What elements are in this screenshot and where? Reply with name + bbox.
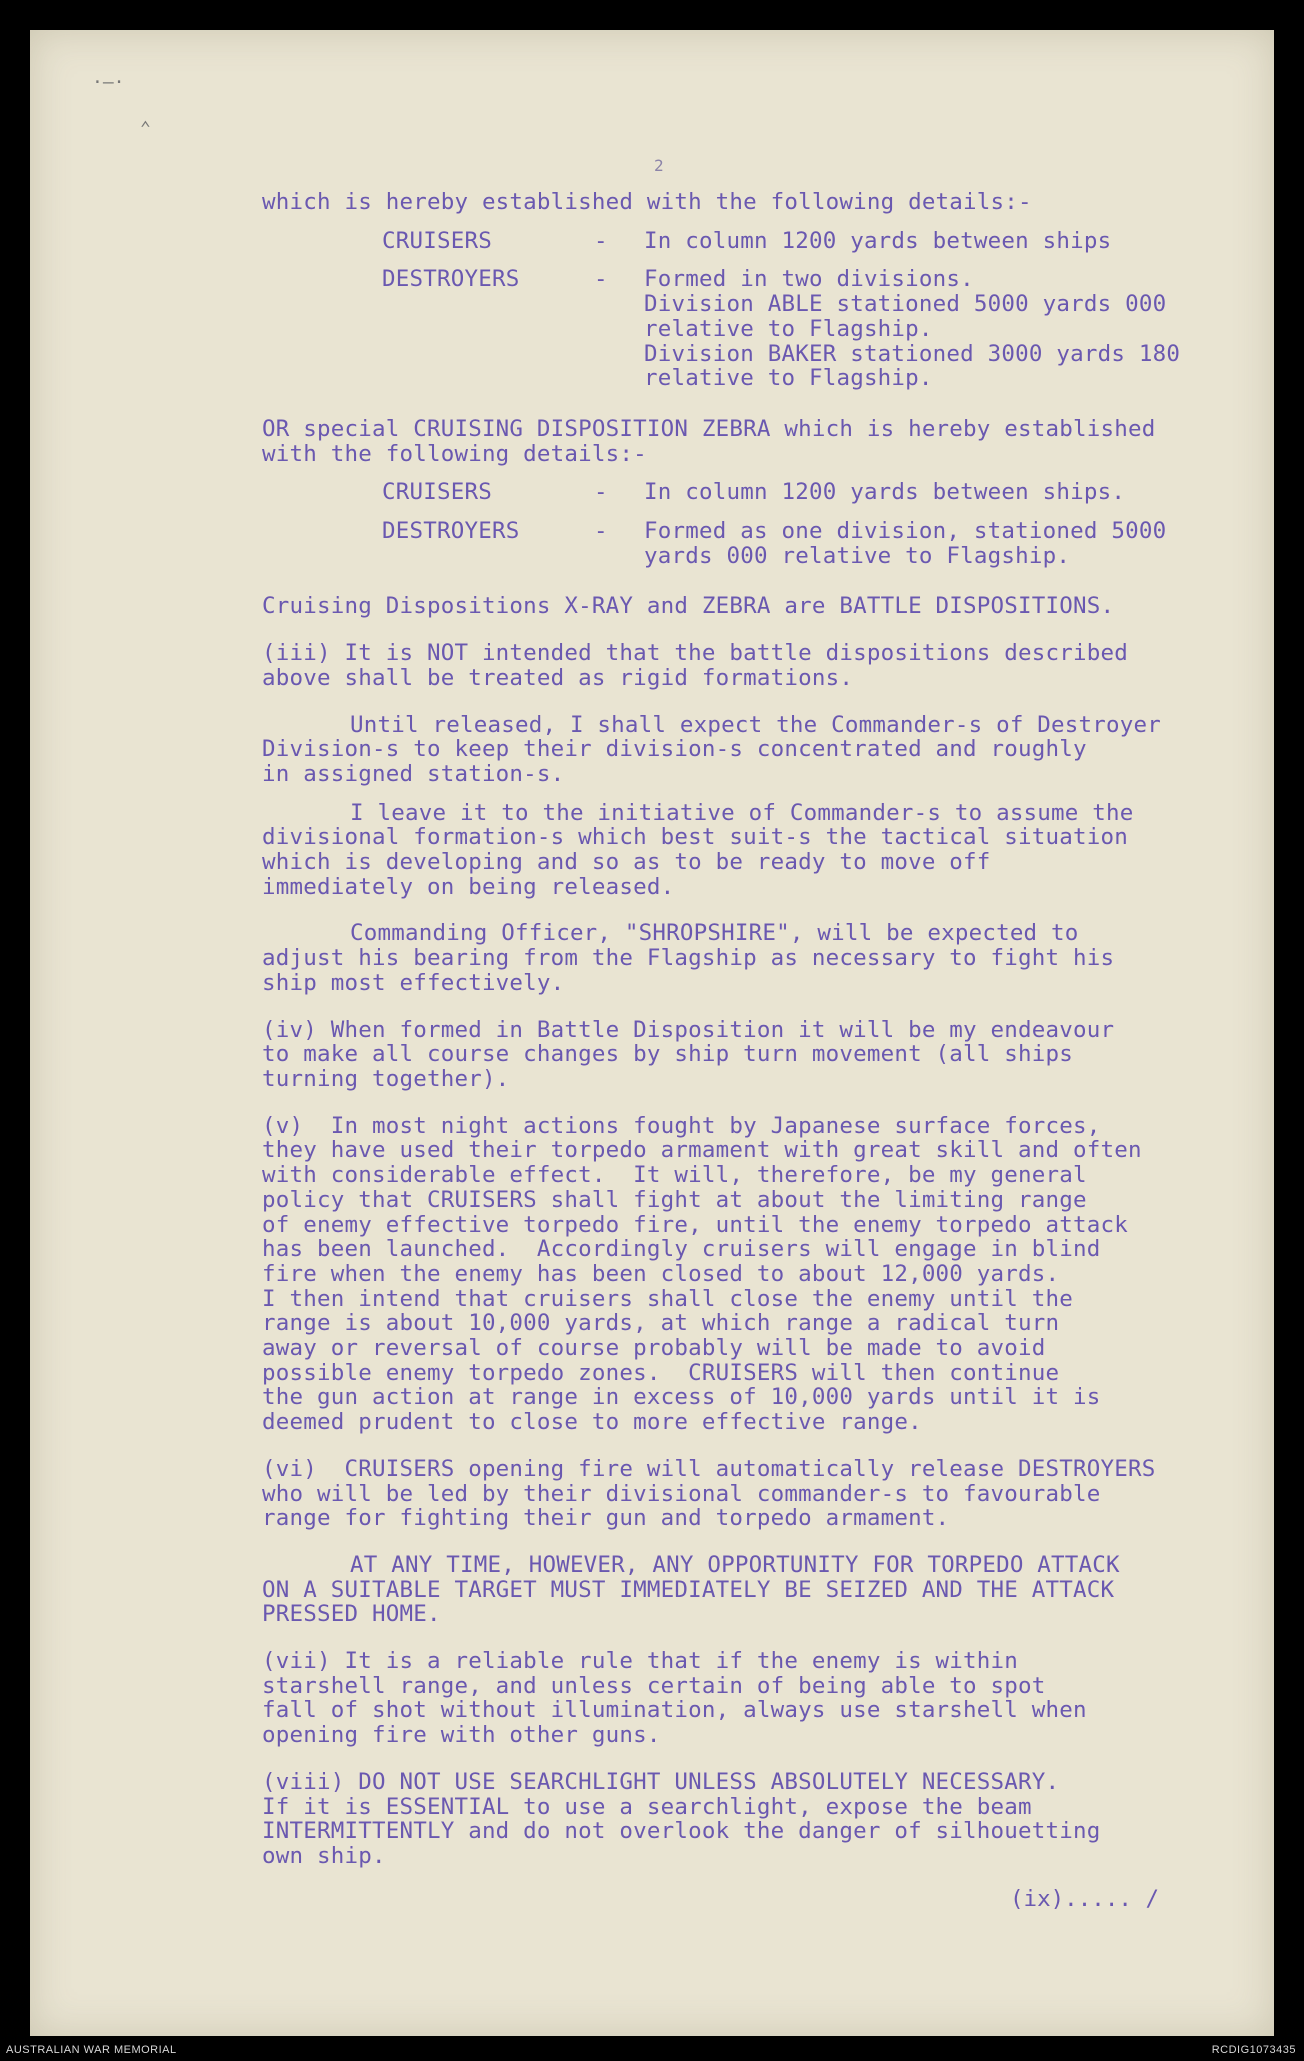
- detail-value: Formed as one division, stationed 5000 yards 000 relative to Flagship.: [644, 518, 1167, 569]
- detail-row-cruisers: [382, 480, 1252, 505]
- detail-dash: -: [594, 479, 608, 506]
- detail-row-cruisers: [382, 229, 1252, 254]
- paragraph-iii-d: Commanding Officer, "SHROPSHIRE", will be expected to adjust his bearing from the Flagship as necessary to fight his ship most effectively.: [262, 920, 1115, 996]
- zebra-details: [382, 480, 1252, 568]
- archive-caption-left: AUSTRALIAN WAR MEMORIAL: [6, 2044, 177, 2056]
- detail-value: Formed in two divisions. Division ABLE stationed 5000 yards 000 relative to Flagship. Division BAKER stationed 3000 yards 180 relative to Flagship.: [644, 266, 1181, 392]
- detail-dash: -: [594, 518, 608, 545]
- detail-label: DESTROYERS: [382, 266, 520, 293]
- paragraph-vii: (vii) It is a reliable rule that if the enemy is within starshell range, and unless certain of being able to spot fall of shot without illumination, always use starshell when opening fire with other guns.: [262, 1648, 1087, 1749]
- document-body: [262, 190, 1252, 1869]
- detail-dash: -: [594, 227, 608, 254]
- detail-value: In column 1200 yards between ships.: [644, 479, 1126, 506]
- archive-caption-right: RCDIG1073435: [1211, 2044, 1296, 2056]
- continuation-marker: (ix)..... /: [1010, 1886, 1160, 1912]
- zebra-intro: OR special CRUISING DISPOSITION ZEBRA which is hereby established with the following details:-: [262, 415, 1156, 467]
- paragraph-v: (v) In most night actions fought by Japanese surface forces, they have used their torpedo armament with great skill and often with considerable effect. It will, therefore, be my general policy that CRUISERS shall fight at about the limiting range of enemy effective torpedo fire, until the enemy torpedo attack has been launched. Accordingly cruisers will engage in blind fire when the enemy has been closed to about 12,000 yards. I then intend that cruisers shall close the enemy until the range is about 10,000 yards, at which range a radical turn away or reversal of course probably will be made to avoid possible enemy torpedo zones. CRUISERS will then continue the gun action at range in excess of 10,000 yards until it is deemed prudent to close to more effective range.: [262, 1112, 1142, 1436]
- detail-row-destroyers: [382, 519, 1252, 568]
- detail-row-destroyers: [382, 267, 1252, 391]
- paragraph-iii-b: Until released, I shall expect the Commander-s of Destroyer Division-s to keep their division-s concentrated and roughly in assigned station-s.: [262, 711, 1162, 787]
- paragraph-iii: (iii) It is NOT intended that the battle dispositions described above shall be treated as rigid formations.: [262, 640, 1129, 691]
- paper-mark: ·–·: [92, 72, 125, 93]
- paragraph-vi: (vi) CRUISERS opening fire will automatically release DESTROYERS who will be led by their divisional commander-s to favourable range for fighting their gun and torpedo armament.: [262, 1455, 1156, 1532]
- paragraph-iv: (iv) When formed in Battle Disposition it will be my endeavour to make all course changes by ship turn movement (all ships turning together).: [262, 1016, 1115, 1092]
- paragraph-iii-c: I leave it to the initiative of Commander-s to assume the divisional formation-s which best suit-s the tactical situation which is developing and so as to be ready to move off immediately on being released.: [262, 799, 1134, 900]
- detail-value: In column 1200 yards between ships: [644, 227, 1112, 254]
- page-number: 2: [654, 156, 664, 175]
- detail-label: DESTROYERS: [382, 518, 520, 545]
- battle-dispositions-note: Cruising Dispositions X-RAY and ZEBRA are BATTLE DISPOSITIONS.: [262, 593, 1115, 620]
- paragraph-vi-b: AT ANY TIME, HOWEVER, ANY OPPORTUNITY FOR TORPEDO ATTACK ON A SUITABLE TARGET MUST IMMEDIATELY BE SEIZED AND THE ATTACK PRESSED HOME.: [262, 1551, 1120, 1628]
- opening-line: which is hereby established with the following details:-: [262, 189, 1032, 215]
- detail-label: CRUISERS: [382, 227, 492, 254]
- paper-mark: ⌃: [140, 118, 151, 139]
- detail-dash: -: [594, 266, 608, 293]
- detail-label: CRUISERS: [382, 479, 492, 506]
- paragraph-viii: (viii) DO NOT USE SEARCHLIGHT UNLESS ABSOLUTELY NECESSARY. If it is ESSENTIAL to use a searchlight, expose the beam INTERMITTENTLY and do not overlook the danger of silhouetting own ship.: [262, 1768, 1101, 1869]
- xray-details: [382, 229, 1252, 391]
